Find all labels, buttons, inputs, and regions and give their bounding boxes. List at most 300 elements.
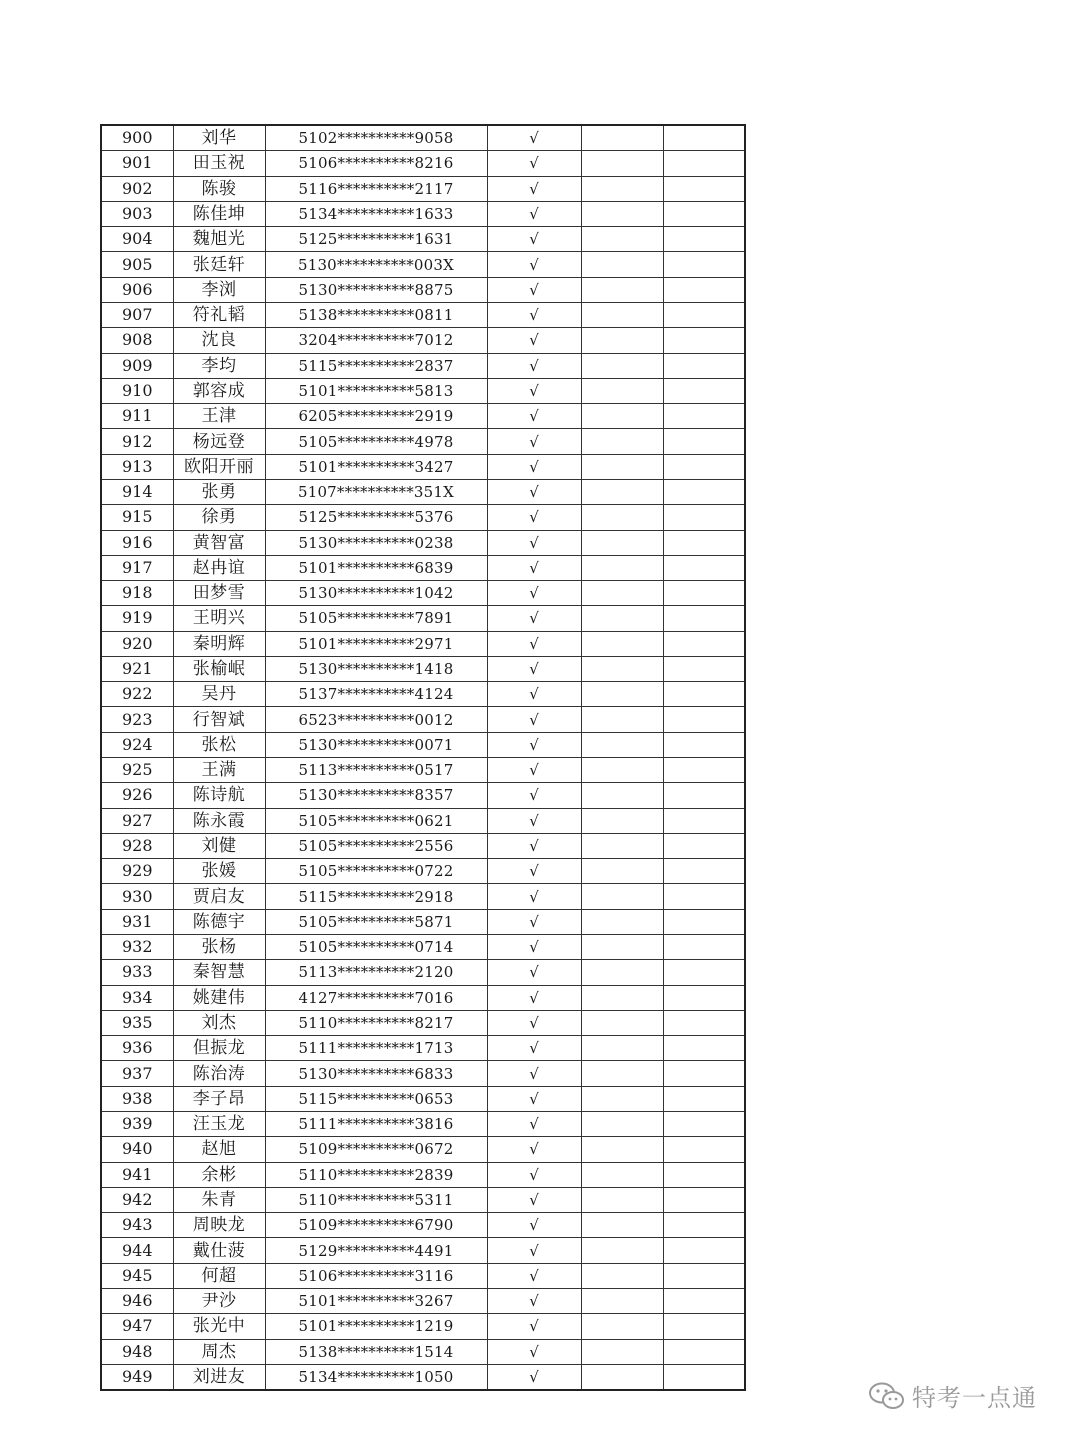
blank-cell — [581, 1162, 663, 1187]
blank-cell — [663, 1187, 745, 1212]
blank-cell — [663, 302, 745, 327]
row-number: 920 — [101, 631, 173, 656]
table-row — [101, 833, 745, 858]
blank-cell — [581, 1111, 663, 1136]
row-number: 901 — [101, 151, 173, 176]
check-mark: √ — [487, 1339, 581, 1364]
table-row — [101, 1213, 745, 1238]
check-mark: √ — [487, 429, 581, 454]
id-number: 5110**********5311 — [265, 1187, 487, 1212]
blank-cell — [581, 783, 663, 808]
id-number: 5106**********3116 — [265, 1263, 487, 1288]
candidate-name: 李浏 — [173, 277, 265, 302]
candidate-name: 张杨 — [173, 935, 265, 960]
row-number: 927 — [101, 808, 173, 833]
blank-cell — [663, 505, 745, 530]
check-mark: √ — [487, 1061, 581, 1086]
check-mark: √ — [487, 1187, 581, 1212]
blank-cell — [581, 707, 663, 732]
check-mark: √ — [487, 252, 581, 277]
table-row — [101, 353, 745, 378]
row-number: 925 — [101, 758, 173, 783]
row-number: 923 — [101, 707, 173, 732]
blank-cell — [581, 479, 663, 504]
check-mark: √ — [487, 606, 581, 631]
table-body — [101, 125, 745, 1390]
id-number: 5101**********1219 — [265, 1314, 487, 1339]
candidate-name: 杨远登 — [173, 429, 265, 454]
check-mark: √ — [487, 656, 581, 681]
id-number: 5110**********8217 — [265, 1010, 487, 1035]
blank-cell — [581, 985, 663, 1010]
blank-cell — [663, 1314, 745, 1339]
blank-cell — [663, 985, 745, 1010]
candidate-name: 陈永霞 — [173, 808, 265, 833]
blank-cell — [581, 1213, 663, 1238]
blank-cell — [581, 429, 663, 454]
watermark — [868, 1378, 1037, 1413]
id-number: 3204**********7012 — [265, 328, 487, 353]
id-number: 5130**********1418 — [265, 656, 487, 681]
watermark-text: 特考一点通 — [912, 1384, 1037, 1412]
id-number: 5102**********9058 — [265, 125, 487, 151]
candidate-name: 李子昂 — [173, 1086, 265, 1111]
id-number: 5105**********0714 — [265, 935, 487, 960]
candidate-name: 王满 — [173, 758, 265, 783]
blank-cell — [581, 1061, 663, 1086]
blank-cell — [663, 859, 745, 884]
blank-cell — [581, 935, 663, 960]
id-number: 5101**********3427 — [265, 454, 487, 479]
blank-cell — [581, 353, 663, 378]
table-row — [101, 328, 745, 353]
table-row — [101, 505, 745, 530]
table-row — [101, 656, 745, 681]
blank-cell — [663, 833, 745, 858]
blank-cell — [581, 808, 663, 833]
id-number: 5101**********6839 — [265, 555, 487, 580]
blank-cell — [581, 909, 663, 934]
blank-cell — [581, 151, 663, 176]
blank-cell — [581, 505, 663, 530]
table-row — [101, 1162, 745, 1187]
blank-cell — [663, 808, 745, 833]
table-row — [101, 302, 745, 327]
id-number: 5138**********0811 — [265, 302, 487, 327]
check-mark: √ — [487, 530, 581, 555]
table-row — [101, 1339, 745, 1364]
row-number: 916 — [101, 530, 173, 555]
row-number: 932 — [101, 935, 173, 960]
blank-cell — [663, 1162, 745, 1187]
check-mark: √ — [487, 176, 581, 201]
blank-cell — [663, 429, 745, 454]
candidate-name: 田玉祝 — [173, 151, 265, 176]
id-number: 5105**********2556 — [265, 833, 487, 858]
candidate-name: 贾启友 — [173, 884, 265, 909]
id-number: 5134**********1633 — [265, 201, 487, 226]
blank-cell — [581, 1036, 663, 1061]
table-row — [101, 758, 745, 783]
row-number: 919 — [101, 606, 173, 631]
row-number: 947 — [101, 1314, 173, 1339]
row-number: 945 — [101, 1263, 173, 1288]
check-mark: √ — [487, 125, 581, 151]
blank-cell — [663, 935, 745, 960]
check-mark: √ — [487, 1111, 581, 1136]
table-row — [101, 808, 745, 833]
id-number: 5125**********5376 — [265, 505, 487, 530]
check-mark: √ — [487, 1213, 581, 1238]
table-row — [101, 935, 745, 960]
candidate-name: 陈诗航 — [173, 783, 265, 808]
id-number: 5125**********1631 — [265, 227, 487, 252]
table-row — [101, 1111, 745, 1136]
row-number: 924 — [101, 732, 173, 757]
blank-cell — [663, 1061, 745, 1086]
id-number: 5101**********5813 — [265, 378, 487, 403]
blank-cell — [581, 732, 663, 757]
blank-cell — [581, 378, 663, 403]
row-number: 946 — [101, 1288, 173, 1313]
check-mark: √ — [487, 707, 581, 732]
blank-cell — [581, 682, 663, 707]
table-row — [101, 581, 745, 606]
check-mark: √ — [487, 1162, 581, 1187]
check-mark: √ — [487, 302, 581, 327]
table-row — [101, 783, 745, 808]
check-mark: √ — [487, 378, 581, 403]
check-mark: √ — [487, 758, 581, 783]
row-number: 912 — [101, 429, 173, 454]
blank-cell — [663, 1010, 745, 1035]
id-number: 6205**********2919 — [265, 404, 487, 429]
row-number: 904 — [101, 227, 173, 252]
candidate-name: 陈骏 — [173, 176, 265, 201]
candidate-name: 沈良 — [173, 328, 265, 353]
table-row — [101, 125, 745, 151]
candidate-name: 余彬 — [173, 1162, 265, 1187]
table-row — [101, 1314, 745, 1339]
blank-cell — [663, 454, 745, 479]
candidate-name: 田梦雪 — [173, 581, 265, 606]
table-row — [101, 454, 745, 479]
table-row — [101, 1364, 745, 1390]
check-mark: √ — [487, 682, 581, 707]
row-number: 937 — [101, 1061, 173, 1086]
row-number: 943 — [101, 1213, 173, 1238]
id-number: 5110**********2839 — [265, 1162, 487, 1187]
candidate-name: 张松 — [173, 732, 265, 757]
row-number: 928 — [101, 833, 173, 858]
row-number: 907 — [101, 302, 173, 327]
check-mark: √ — [487, 277, 581, 302]
candidate-name: 徐勇 — [173, 505, 265, 530]
candidate-name: 李均 — [173, 353, 265, 378]
blank-cell — [581, 631, 663, 656]
row-number: 914 — [101, 479, 173, 504]
check-mark: √ — [487, 1263, 581, 1288]
candidate-name: 周杰 — [173, 1339, 265, 1364]
table-row — [101, 176, 745, 201]
row-number: 917 — [101, 555, 173, 580]
check-mark: √ — [487, 1137, 581, 1162]
candidate-name: 魏旭光 — [173, 227, 265, 252]
row-number: 936 — [101, 1036, 173, 1061]
id-number: 5130**********1042 — [265, 581, 487, 606]
blank-cell — [581, 277, 663, 302]
id-number: 5130**********0071 — [265, 732, 487, 757]
check-mark: √ — [487, 555, 581, 580]
blank-cell — [663, 555, 745, 580]
id-number: 5115**********2918 — [265, 884, 487, 909]
table-row — [101, 1086, 745, 1111]
table-row — [101, 1238, 745, 1263]
blank-cell — [663, 783, 745, 808]
blank-cell — [663, 909, 745, 934]
row-number: 921 — [101, 656, 173, 681]
candidate-name: 刘华 — [173, 125, 265, 151]
row-number: 929 — [101, 859, 173, 884]
row-number: 934 — [101, 985, 173, 1010]
id-number: 5107**********351X — [265, 479, 487, 504]
row-number: 910 — [101, 378, 173, 403]
check-mark: √ — [487, 1314, 581, 1339]
id-number: 4127**********7016 — [265, 985, 487, 1010]
table-row — [101, 1061, 745, 1086]
table-row — [101, 201, 745, 226]
blank-cell — [663, 227, 745, 252]
id-number: 5130**********6833 — [265, 1061, 487, 1086]
blank-cell — [581, 252, 663, 277]
candidate-name: 何超 — [173, 1263, 265, 1288]
check-mark: √ — [487, 935, 581, 960]
id-number: 5130**********003X — [265, 252, 487, 277]
blank-cell — [581, 859, 663, 884]
blank-cell — [581, 1010, 663, 1035]
candidate-name: 陈佳坤 — [173, 201, 265, 226]
check-mark: √ — [487, 985, 581, 1010]
candidate-name: 尹沙 — [173, 1288, 265, 1313]
check-mark: √ — [487, 1010, 581, 1035]
blank-cell — [581, 656, 663, 681]
candidate-name: 刘健 — [173, 833, 265, 858]
table-row — [101, 252, 745, 277]
blank-cell — [581, 960, 663, 985]
blank-cell — [663, 606, 745, 631]
row-number: 911 — [101, 404, 173, 429]
id-number: 5106**********8216 — [265, 151, 487, 176]
blank-cell — [581, 125, 663, 151]
candidate-name: 郭容成 — [173, 378, 265, 403]
check-mark: √ — [487, 909, 581, 934]
table-row — [101, 985, 745, 1010]
check-mark: √ — [487, 581, 581, 606]
id-number: 5101**********3267 — [265, 1288, 487, 1313]
id-number: 5130**********8875 — [265, 277, 487, 302]
id-number: 5109**********6790 — [265, 1213, 487, 1238]
blank-cell — [663, 328, 745, 353]
row-number: 922 — [101, 682, 173, 707]
row-number: 926 — [101, 783, 173, 808]
blank-cell — [581, 404, 663, 429]
candidate-name: 但振龙 — [173, 1036, 265, 1061]
check-mark: √ — [487, 1036, 581, 1061]
blank-cell — [581, 555, 663, 580]
candidate-name: 朱青 — [173, 1187, 265, 1212]
check-mark: √ — [487, 808, 581, 833]
blank-cell — [663, 404, 745, 429]
id-number: 5116**********2117 — [265, 176, 487, 201]
check-mark: √ — [487, 1364, 581, 1390]
candidate-name: 符礼韬 — [173, 302, 265, 327]
check-mark: √ — [487, 732, 581, 757]
table-row — [101, 707, 745, 732]
candidate-table — [100, 124, 746, 1391]
candidate-name: 姚建伟 — [173, 985, 265, 1010]
check-mark: √ — [487, 884, 581, 909]
table-row — [101, 1263, 745, 1288]
row-number: 933 — [101, 960, 173, 985]
row-number: 903 — [101, 201, 173, 226]
blank-cell — [581, 176, 663, 201]
check-mark: √ — [487, 328, 581, 353]
check-mark: √ — [487, 1238, 581, 1263]
row-number: 918 — [101, 581, 173, 606]
check-mark: √ — [487, 227, 581, 252]
blank-cell — [581, 201, 663, 226]
table-row — [101, 378, 745, 403]
row-number: 908 — [101, 328, 173, 353]
blank-cell — [581, 1314, 663, 1339]
table-row — [101, 631, 745, 656]
blank-cell — [663, 1086, 745, 1111]
check-mark: √ — [487, 960, 581, 985]
candidate-name: 张勇 — [173, 479, 265, 504]
row-number: 905 — [101, 252, 173, 277]
blank-cell — [581, 302, 663, 327]
blank-cell — [663, 201, 745, 226]
row-number: 902 — [101, 176, 173, 201]
candidate-name: 赵冉谊 — [173, 555, 265, 580]
candidate-name: 汪玉龙 — [173, 1111, 265, 1136]
blank-cell — [581, 454, 663, 479]
blank-cell — [663, 1238, 745, 1263]
blank-cell — [663, 1137, 745, 1162]
blank-cell — [581, 227, 663, 252]
id-number: 5138**********1514 — [265, 1339, 487, 1364]
table-row — [101, 1036, 745, 1061]
blank-cell — [663, 732, 745, 757]
table-row — [101, 1137, 745, 1162]
blank-cell — [581, 1086, 663, 1111]
table-row — [101, 227, 745, 252]
check-mark: √ — [487, 479, 581, 504]
wechat-icon — [868, 1381, 906, 1411]
candidate-name: 赵旭 — [173, 1137, 265, 1162]
candidate-name: 欧阳开丽 — [173, 454, 265, 479]
row-number: 939 — [101, 1111, 173, 1136]
blank-cell — [581, 1364, 663, 1390]
table-row — [101, 606, 745, 631]
blank-cell — [663, 1036, 745, 1061]
blank-cell — [581, 1339, 663, 1364]
table-row — [101, 884, 745, 909]
candidate-name: 黄智富 — [173, 530, 265, 555]
candidate-name: 张光中 — [173, 1314, 265, 1339]
blank-cell — [663, 1263, 745, 1288]
id-number: 5137**********4124 — [265, 682, 487, 707]
id-number: 5129**********4491 — [265, 1238, 487, 1263]
blank-cell — [663, 479, 745, 504]
id-number: 5101**********2971 — [265, 631, 487, 656]
check-mark: √ — [487, 404, 581, 429]
candidate-name: 刘杰 — [173, 1010, 265, 1035]
blank-cell — [581, 833, 663, 858]
row-number: 949 — [101, 1364, 173, 1390]
row-number: 944 — [101, 1238, 173, 1263]
blank-cell — [663, 960, 745, 985]
check-mark: √ — [487, 783, 581, 808]
blank-cell — [581, 1288, 663, 1313]
candidate-name: 陈治涛 — [173, 1061, 265, 1086]
check-mark: √ — [487, 859, 581, 884]
check-mark: √ — [487, 833, 581, 858]
id-number: 5105**********7891 — [265, 606, 487, 631]
table-row — [101, 530, 745, 555]
candidate-name: 张廷轩 — [173, 252, 265, 277]
check-mark: √ — [487, 151, 581, 176]
row-number: 930 — [101, 884, 173, 909]
blank-cell — [581, 884, 663, 909]
candidate-name: 陈德宇 — [173, 909, 265, 934]
id-number: 5115**********2837 — [265, 353, 487, 378]
table-row — [101, 682, 745, 707]
blank-cell — [663, 1364, 745, 1390]
row-number: 940 — [101, 1137, 173, 1162]
blank-cell — [663, 581, 745, 606]
blank-cell — [581, 1238, 663, 1263]
blank-cell — [663, 125, 745, 151]
blank-cell — [663, 1213, 745, 1238]
blank-cell — [663, 252, 745, 277]
check-mark: √ — [487, 631, 581, 656]
candidate-name: 吴丹 — [173, 682, 265, 707]
blank-cell — [663, 151, 745, 176]
id-number: 5105**********5871 — [265, 909, 487, 934]
check-mark: √ — [487, 1288, 581, 1313]
row-number: 900 — [101, 125, 173, 151]
blank-cell — [663, 277, 745, 302]
table-row — [101, 1187, 745, 1212]
id-number: 6523**********0012 — [265, 707, 487, 732]
id-number: 5115**********0653 — [265, 1086, 487, 1111]
id-number: 5130**********0238 — [265, 530, 487, 555]
blank-cell — [663, 758, 745, 783]
table-row — [101, 960, 745, 985]
candidate-name: 王津 — [173, 404, 265, 429]
row-number: 906 — [101, 277, 173, 302]
table-row — [101, 277, 745, 302]
blank-cell — [663, 1288, 745, 1313]
id-number: 5130**********8357 — [265, 783, 487, 808]
check-mark: √ — [487, 454, 581, 479]
candidate-name: 秦明辉 — [173, 631, 265, 656]
blank-cell — [663, 656, 745, 681]
blank-cell — [663, 631, 745, 656]
row-number: 931 — [101, 909, 173, 934]
row-number: 909 — [101, 353, 173, 378]
